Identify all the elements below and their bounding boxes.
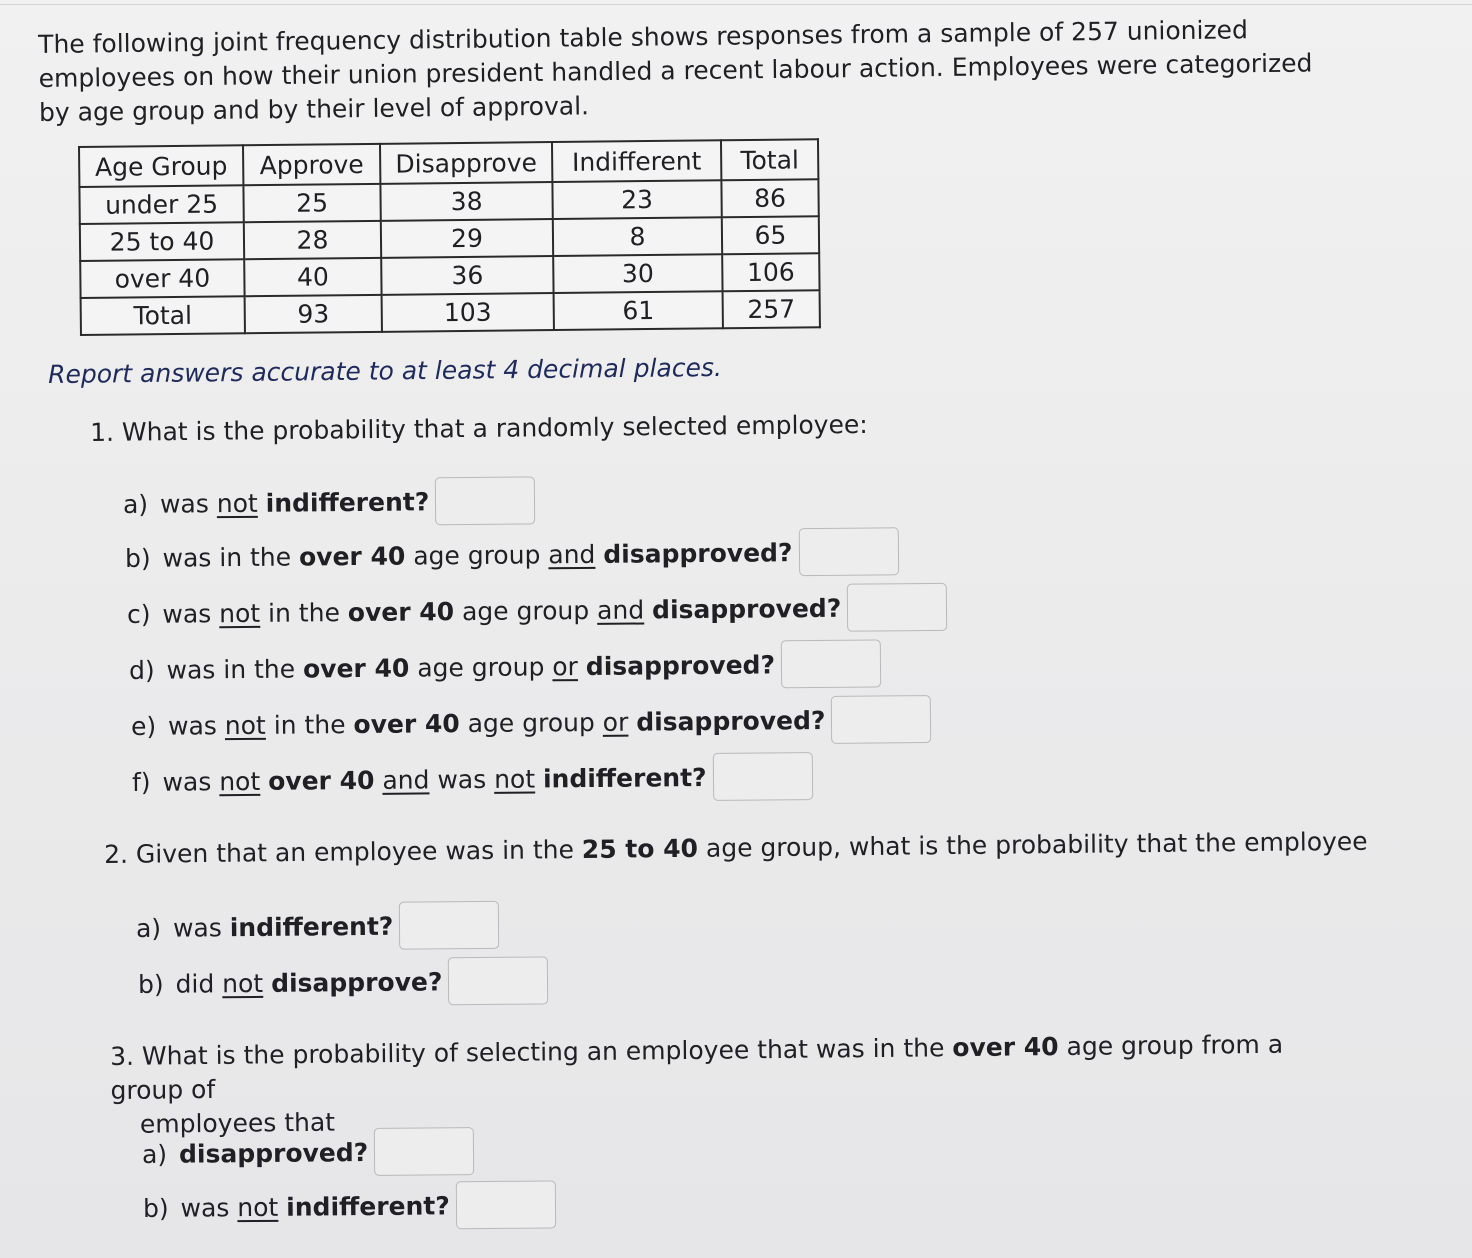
answer-input-3b[interactable]	[456, 1180, 556, 1229]
sub-text: disapproved?	[585, 649, 776, 681]
sub-text: age group	[417, 651, 545, 682]
sub-text: over 40	[268, 765, 375, 796]
table-cell: 25 to 40	[80, 222, 244, 261]
sub-text: indifferent?	[229, 911, 394, 942]
sub-text: over 40	[353, 708, 460, 739]
question-2b	[138, 956, 549, 1008]
sub-label: e)	[130, 711, 157, 741]
table-cell: under 25	[79, 185, 243, 224]
stem-text: over 40	[952, 1032, 1059, 1063]
sub-text: not	[222, 968, 264, 998]
stem-text: age group, what is the probability that the employee	[705, 826, 1368, 863]
sub-text: not	[219, 598, 261, 628]
sub-label: b)	[124, 543, 151, 573]
sub-text: indifferent?	[542, 762, 707, 793]
sub-text: and	[382, 764, 430, 795]
sub-text: not	[224, 710, 266, 740]
sub-label: d)	[128, 655, 155, 685]
table-cell: 40	[244, 258, 381, 296]
question-3a	[142, 1127, 475, 1178]
question-1f	[132, 752, 813, 806]
intro-text: The following joint frequency distribution table shows responses from a sample of 257 unionized employees on how their union president handled a recent labour action. Employees were categorized by age group and by their level of approval.	[38, 15, 1313, 127]
sub-text: was	[172, 912, 222, 943]
sub-text: not	[493, 763, 536, 794]
sub-text: disapproved?	[651, 593, 842, 624]
table-cell: 25	[243, 184, 380, 222]
answer-input-3a[interactable]	[374, 1127, 474, 1176]
question-1b	[125, 527, 899, 582]
table-cell: 106	[722, 253, 819, 291]
stem-text: 25 to 40	[581, 833, 699, 864]
top-divider	[0, 4, 1472, 5]
sub-label: a)	[141, 1139, 168, 1169]
sub-text: age group	[461, 595, 590, 626]
frequency-table-container	[78, 138, 821, 336]
stem-text: 3. What is the probability of selecting an employee that was in the	[110, 1033, 945, 1071]
answer-input-2a[interactable]	[399, 901, 499, 950]
question-2a	[136, 901, 500, 952]
sub-text: indifferent?	[286, 1190, 450, 1222]
sub-text: and	[548, 539, 596, 569]
table-cell: 36	[381, 256, 553, 295]
table-cell: 8	[553, 217, 722, 256]
sub-text: in the	[273, 709, 346, 740]
question-3-stem	[110, 1028, 1291, 1142]
sub-label: b)	[137, 969, 164, 999]
question-3b	[143, 1180, 556, 1232]
table-cell: 257	[723, 290, 820, 328]
sub-label: a)	[135, 913, 162, 943]
sub-text: not	[216, 488, 258, 518]
sub-text: disapproved?	[178, 1137, 369, 1169]
sub-text: was in the	[162, 542, 292, 573]
table-header-cell: Approve	[243, 144, 380, 185]
sub-label: a)	[122, 489, 149, 519]
frequency-table	[78, 138, 821, 336]
question-1a	[123, 476, 536, 528]
sub-text: over 40	[298, 541, 406, 571]
table-cell: 30	[553, 254, 722, 293]
table-cell: 65	[722, 216, 819, 254]
sub-text: was in the	[166, 654, 296, 685]
table-cell: 38	[380, 182, 552, 221]
sub-text: was	[437, 764, 487, 794]
sub-text: in the	[267, 597, 340, 628]
sub-text: not	[219, 766, 261, 796]
sub-text: not	[237, 1192, 279, 1222]
sub-text: was	[159, 488, 209, 519]
sub-text: disapproved?	[636, 705, 826, 737]
sub-text: was	[162, 766, 212, 797]
sub-text: disapprove?	[270, 966, 443, 998]
instructions: Report answers accurate to at least 4 decimal places.	[48, 352, 722, 389]
table-cell: 86	[721, 179, 818, 217]
table-header-cell: Total	[721, 139, 818, 180]
sub-text: over 40	[347, 596, 455, 627]
sub-label: c)	[126, 599, 151, 629]
table-cell: 61	[554, 291, 723, 330]
table-cell: 29	[381, 219, 553, 258]
table-header-cell: Disapprove	[380, 142, 552, 184]
sub-text: was	[180, 1192, 230, 1223]
question-1e	[131, 695, 932, 750]
table-cell: 23	[552, 180, 721, 219]
sub-text: age group	[467, 707, 595, 738]
table-cell: 93	[245, 295, 382, 333]
sub-text: indifferent?	[265, 486, 430, 518]
question-1d	[129, 639, 881, 694]
answer-input-1f[interactable]	[712, 752, 812, 801]
table-cell: 28	[244, 221, 381, 259]
table-row	[81, 290, 820, 335]
answer-input-1d[interactable]	[781, 639, 881, 688]
question-1c	[127, 583, 948, 638]
answer-input-1a[interactable]	[435, 476, 535, 525]
table-cell: Total	[81, 296, 245, 335]
sub-text: over 40	[302, 653, 410, 683]
stem-text: employees that	[139, 1107, 336, 1139]
question-2-stem	[104, 827, 1368, 869]
sub-text: or	[602, 707, 629, 737]
sub-label: f)	[131, 767, 151, 797]
sub-text: was	[162, 598, 212, 629]
answer-input-1b[interactable]	[798, 527, 898, 576]
sub-text: and	[596, 594, 645, 625]
answer-input-1c[interactable]	[847, 583, 947, 632]
question-1-stem: 1. What is the probability that a randomly selected employee:	[90, 409, 868, 447]
sub-text: age group	[413, 539, 541, 570]
sub-text: or	[552, 651, 579, 681]
answer-input-2b[interactable]	[448, 956, 548, 1005]
answer-input-1e[interactable]	[831, 695, 931, 744]
sub-text: disapproved?	[603, 537, 793, 569]
table-cell: over 40	[80, 259, 244, 298]
sub-text: did	[175, 968, 215, 999]
sub-label: b)	[142, 1193, 169, 1223]
table-header-cell: Indifferent	[552, 140, 721, 182]
sub-text: was	[167, 710, 218, 741]
table-cell: 103	[382, 293, 554, 332]
stem-text: 2. Given that an employee was in the	[104, 835, 575, 869]
table-header-cell: Age Group	[79, 145, 243, 187]
stem-text: age group from a group of	[110, 1029, 1284, 1105]
